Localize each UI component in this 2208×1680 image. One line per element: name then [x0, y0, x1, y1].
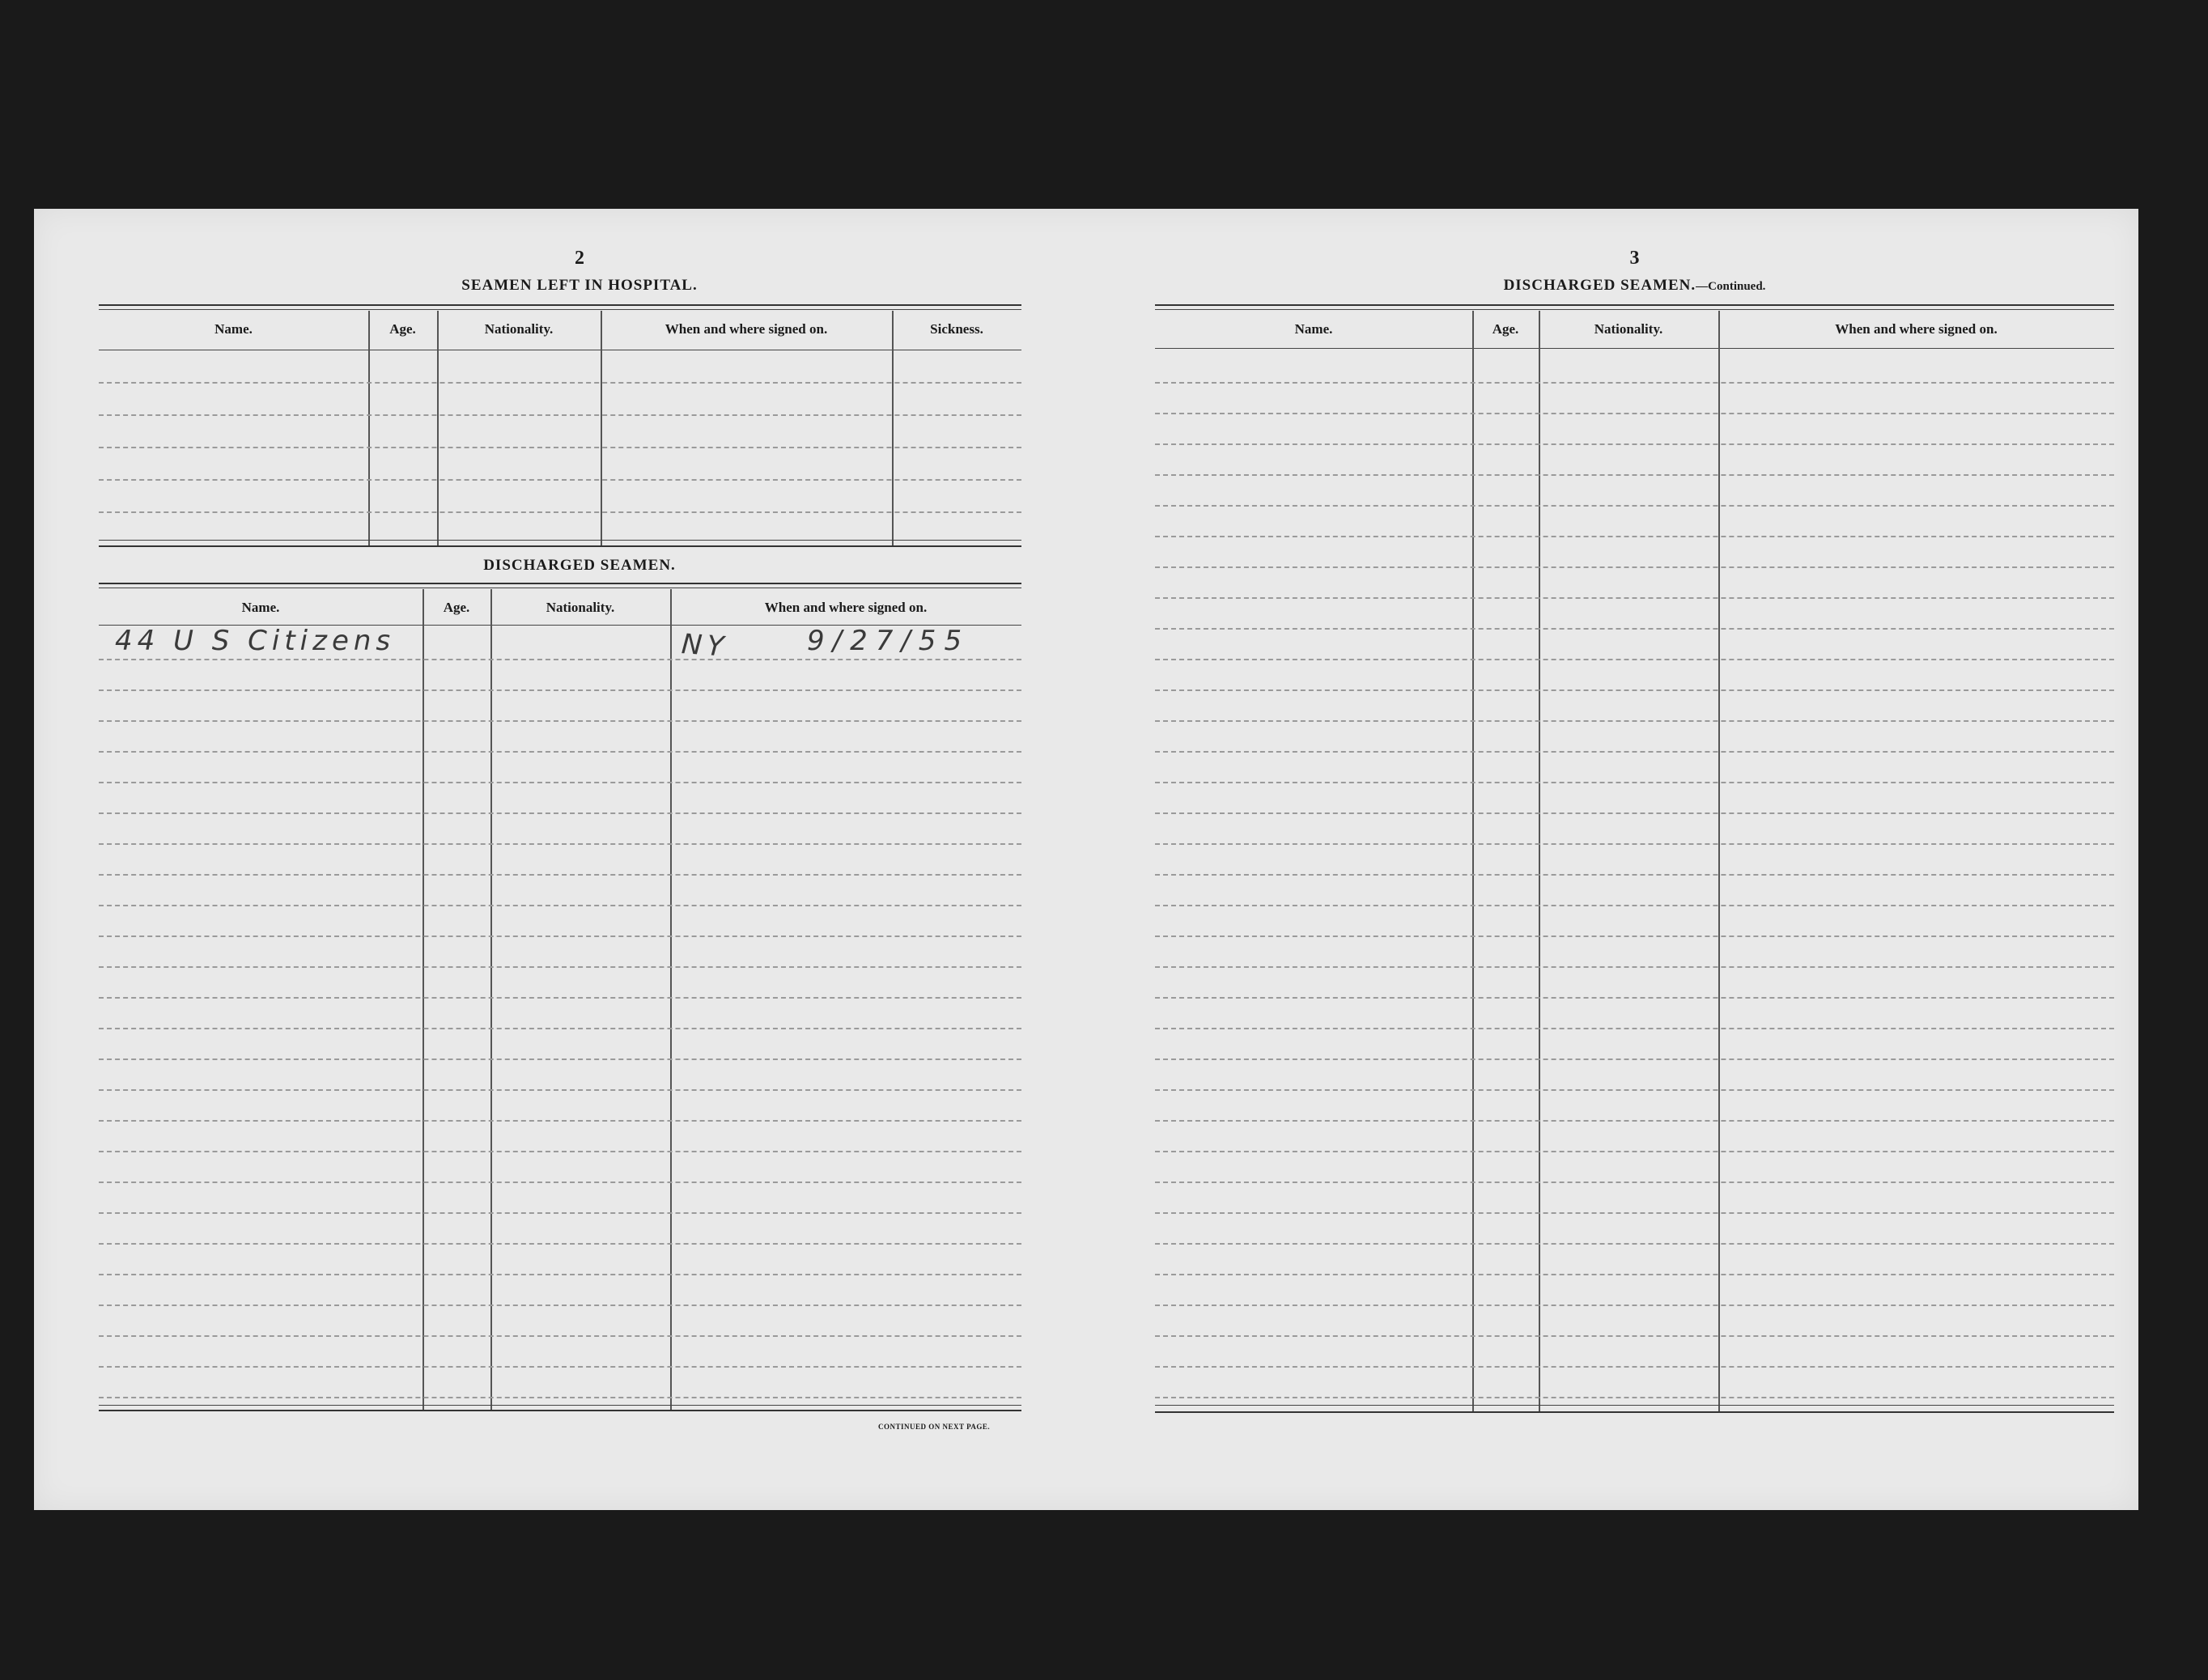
table-row — [1155, 505, 2114, 507]
left-page — [99, 209, 1060, 1510]
table-row — [1155, 1397, 2114, 1398]
table-row — [1155, 782, 2114, 783]
table-row — [99, 1212, 1021, 1214]
table-row — [99, 1120, 1021, 1122]
table-row — [99, 1058, 1021, 1060]
page-number: 3 — [1629, 248, 1640, 269]
table-row — [1155, 1274, 2114, 1275]
discharged-section-title: DISCHARGED SEAMEN. — [483, 557, 676, 574]
table-row — [99, 1028, 1021, 1029]
handwritten-signed-on-place: NY — [680, 628, 730, 664]
table-row — [1155, 413, 2114, 414]
column-header-age: Age. — [443, 600, 470, 615]
table-row — [99, 1089, 1021, 1091]
column-header-signed-on: When and where signed on. — [1835, 321, 1998, 337]
table-row — [99, 1274, 1021, 1275]
hospital-section-title: SEAMEN LEFT IN HOSPITAL. — [461, 277, 698, 294]
table-row — [99, 751, 1021, 753]
table-row — [99, 511, 1021, 513]
table-row — [99, 874, 1021, 876]
table-top-rule — [99, 583, 1021, 584]
column-header-age: Age. — [1492, 321, 1519, 337]
column-header-name: Name. — [1294, 321, 1333, 337]
table-row — [1155, 1366, 2114, 1368]
table-row — [1155, 1028, 2114, 1029]
table-row — [1155, 474, 2114, 476]
table-row — [99, 447, 1021, 448]
column-header-sickness: Sickness. — [930, 321, 983, 337]
column-divider — [1472, 311, 1474, 1411]
column-header-nationality: Nationality. — [1594, 321, 1663, 337]
table-bottom-rule — [99, 540, 1021, 541]
table-top-rule — [1155, 304, 2114, 306]
right-page — [1155, 209, 2114, 1510]
column-header-age: Age. — [389, 321, 416, 337]
table-row — [1155, 935, 2114, 937]
table-row — [1155, 628, 2114, 630]
table-row — [1155, 1182, 2114, 1183]
column-header-signed-on: When and where signed on. — [665, 321, 828, 337]
table-row — [99, 905, 1021, 906]
table-row — [99, 1182, 1021, 1183]
column-divider — [368, 311, 370, 545]
table-row — [99, 812, 1021, 814]
column-divider — [1539, 311, 1540, 1411]
table-row — [99, 843, 1021, 845]
table-top-rule — [1155, 309, 2114, 310]
header-rule — [1155, 348, 2114, 349]
column-divider — [1718, 311, 1720, 1411]
column-divider — [422, 589, 424, 1411]
table-top-rule — [99, 304, 1021, 306]
column-header-signed-on: When and where signed on. — [764, 600, 928, 615]
table-row — [99, 382, 1021, 384]
title-text: DISCHARGED SEAMEN. — [1503, 277, 1696, 294]
table-row — [99, 659, 1021, 660]
table-row — [99, 1335, 1021, 1337]
table-row — [1155, 751, 2114, 753]
table-row — [99, 720, 1021, 722]
table-row — [1155, 536, 2114, 537]
table-row — [1155, 659, 2114, 660]
handwritten-name-entry: 44 U S Citizens — [115, 625, 396, 657]
handwritten-signed-on-date: 9/27/55 — [807, 625, 970, 657]
table-row — [99, 997, 1021, 999]
discharged-continued-title — [1155, 277, 2114, 295]
table-bottom-rule — [1155, 1405, 2114, 1406]
column-divider — [437, 311, 439, 545]
title-suffix: —Continued. — [1696, 280, 1766, 293]
table-row — [1155, 843, 2114, 845]
table-row — [1155, 905, 2114, 906]
table-row — [99, 935, 1021, 937]
table-row — [1155, 1151, 2114, 1152]
table-row — [99, 479, 1021, 481]
table-row — [99, 1305, 1021, 1306]
table-row — [1155, 1120, 2114, 1122]
table-row — [1155, 720, 2114, 722]
discharged-table — [99, 583, 1021, 1412]
table-row — [1155, 812, 2114, 814]
table-row — [1155, 1058, 2114, 1060]
table-row — [99, 689, 1021, 691]
table-row — [1155, 566, 2114, 568]
column-divider — [601, 311, 602, 545]
table-top-rule — [99, 309, 1021, 310]
table-row — [99, 1366, 1021, 1368]
page-number: 2 — [575, 248, 584, 269]
table-row — [1155, 874, 2114, 876]
column-divider — [490, 589, 492, 1411]
table-row — [1155, 443, 2114, 445]
column-divider — [670, 589, 672, 1411]
column-header-nationality: Nationality. — [484, 321, 554, 337]
table-row — [99, 966, 1021, 968]
table-row — [99, 1151, 1021, 1152]
column-divider — [892, 311, 894, 545]
table-row — [1155, 1335, 2114, 1337]
table-bottom-rule — [99, 1405, 1021, 1406]
table-row — [1155, 689, 2114, 691]
table-bottom-rule — [99, 545, 1021, 547]
table-bottom-rule — [99, 1410, 1021, 1411]
table-row — [99, 414, 1021, 416]
table-row — [99, 1243, 1021, 1245]
document-sheet — [34, 209, 2138, 1510]
table-row — [99, 782, 1021, 783]
table-row — [1155, 1305, 2114, 1306]
table-row — [99, 1397, 1021, 1398]
table-row — [1155, 997, 2114, 999]
hospital-table — [99, 304, 1021, 547]
column-header-nationality: Nationality. — [546, 600, 615, 615]
discharged-continued-table — [1155, 304, 2114, 1415]
table-bottom-rule — [1155, 1411, 2114, 1413]
table-row — [1155, 1243, 2114, 1245]
table-row — [1155, 1212, 2114, 1214]
column-header-name: Name. — [214, 321, 253, 337]
table-row — [1155, 597, 2114, 599]
column-header-name: Name. — [241, 600, 280, 615]
table-row — [1155, 1089, 2114, 1091]
table-row — [1155, 966, 2114, 968]
continued-footer: CONTINUED ON NEXT PAGE. — [878, 1423, 991, 1431]
table-row — [1155, 382, 2114, 384]
